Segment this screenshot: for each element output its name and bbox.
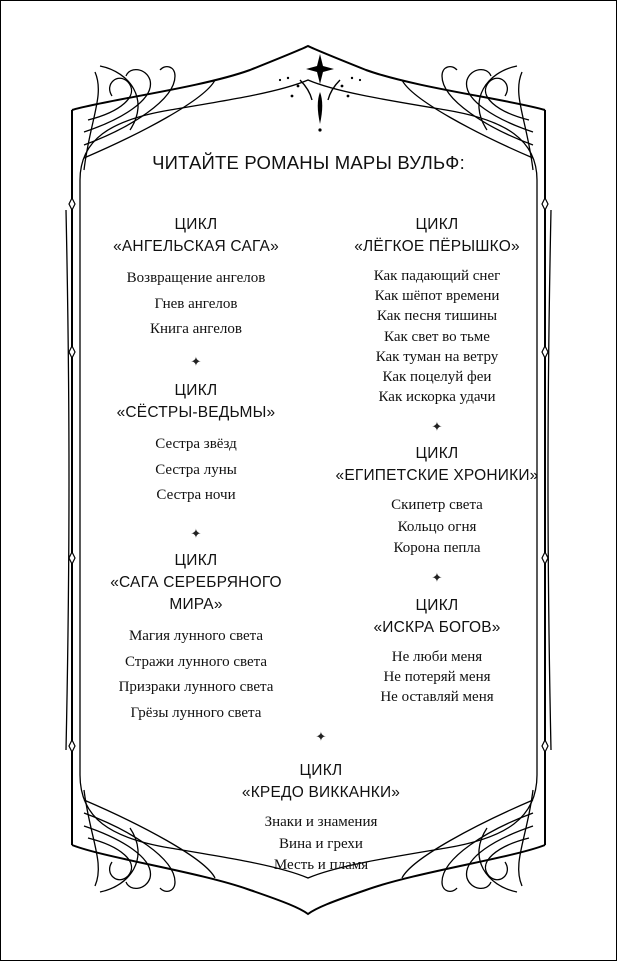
book-title: Знаки и знамения xyxy=(264,814,378,830)
series-witches xyxy=(96,380,296,509)
book-title: Месть и пламя xyxy=(273,857,369,873)
book-title: Не оставляй меня xyxy=(380,689,494,706)
book-title: Сестра звёзд xyxy=(155,436,237,452)
book-title: Как песня тишины xyxy=(376,308,498,325)
book-title: Стражи лунного света xyxy=(124,653,268,670)
book-title: Как свет во тьме xyxy=(384,328,490,345)
book-title: Скипетр света xyxy=(391,497,483,513)
book-title: Грёзы лунного света xyxy=(130,704,262,721)
book-title: Магия лунного света xyxy=(128,628,264,644)
separator-star: ✦ xyxy=(431,570,443,585)
cycle-label: ЦИКЛ xyxy=(299,762,343,779)
page-heading: ЧИТАЙТЕ РОМАНЫ МАРЫ ВУЛЬФ: xyxy=(152,152,465,173)
book-title: Гнев ангелов xyxy=(154,295,238,312)
cycle-label: ЦИКЛ xyxy=(415,445,459,462)
book-title: Не потеряй меня xyxy=(383,669,491,686)
separator-star: ✦ xyxy=(190,526,202,541)
book-title: Корона пепла xyxy=(393,540,481,556)
series-title: «ЕГИПЕТСКИЕ ХРОНИКИ» xyxy=(335,467,539,484)
cycle-label: ЦИКЛ xyxy=(415,597,459,614)
book-title: Как искорка удачи xyxy=(378,389,496,406)
book-title: Возвращение ангелов xyxy=(126,270,266,286)
separator-star: ✦ xyxy=(315,729,327,744)
cycle-label: ЦИКЛ xyxy=(174,382,218,399)
book-title: Призраки лунного света xyxy=(118,679,274,695)
series-title: «САГА СЕРЕБРЯНОГО МИРА» xyxy=(110,574,282,613)
book-title: Сестра луны xyxy=(155,461,237,478)
series-feather xyxy=(327,214,547,407)
series-silver xyxy=(86,550,306,726)
series-spark xyxy=(327,595,547,708)
book-title: Кольцо огня xyxy=(397,518,477,535)
book-title: Не люби меня xyxy=(391,649,483,665)
series-egypt xyxy=(327,443,547,560)
separator-star: ✦ xyxy=(190,354,202,369)
cycle-label: ЦИКЛ xyxy=(415,216,459,233)
cycle-label: ЦИКЛ xyxy=(174,216,218,233)
book-title: Книга ангелов xyxy=(150,321,242,337)
book-title: Как поцелуй феи xyxy=(382,369,492,386)
series-wicca xyxy=(211,760,431,877)
book-title: Как шёпот времени xyxy=(374,288,500,305)
series-angels xyxy=(96,214,296,343)
book-title: Сестра ночи xyxy=(156,487,236,503)
book-title: Вина и грехи xyxy=(279,835,363,852)
cycle-label: ЦИКЛ xyxy=(174,552,218,569)
series-title: «АНГЕЛЬСКАЯ САГА» xyxy=(113,238,279,255)
series-title: «КРЕДО ВИККАНКИ» xyxy=(241,784,401,801)
book-title: Как туман на ветру xyxy=(375,348,499,365)
book-title: Как падающий снег xyxy=(373,268,501,284)
series-title: «ЛЁГКОЕ ПЁРЫШКО» xyxy=(354,238,520,255)
series-title: «ИСКРА БОГОВ» xyxy=(373,619,501,636)
series-title: «СЁСТРЫ-ВЕДЬМЫ» xyxy=(116,404,276,421)
separator-star: ✦ xyxy=(431,419,443,434)
